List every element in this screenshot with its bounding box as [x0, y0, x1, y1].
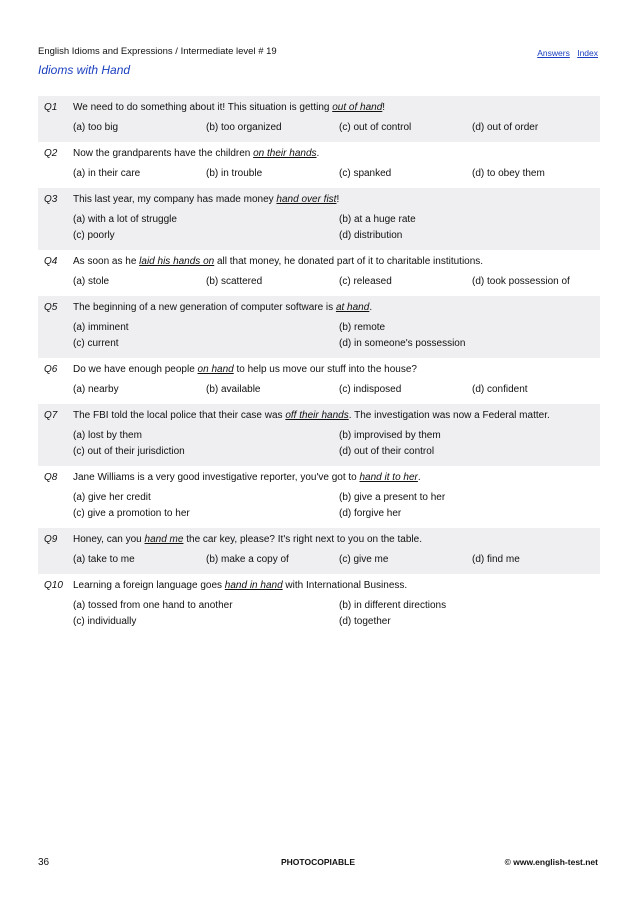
answer-option: (c) individually [73, 616, 137, 627]
answer-option: (b) at a huge rate [339, 214, 416, 225]
question-text-before: Do we have enough people [73, 364, 198, 375]
question-text-before: Jane Williams is a very good investigative reporter, you've got to [73, 472, 360, 483]
page-number: 36 [38, 857, 50, 868]
answer-option: (b) remote [339, 322, 386, 333]
question-text [73, 533, 600, 547]
answer-option: (d) in someone's possession [339, 338, 466, 349]
question-number: Q2 [44, 148, 58, 159]
question-number: Q4 [44, 256, 58, 267]
question-row [38, 301, 600, 315]
question-text-after: . [316, 148, 320, 159]
answer-options [73, 120, 600, 136]
answer-option: (c) out of control [339, 122, 412, 133]
page-header [38, 46, 458, 77]
idiom-phrase: hand me [144, 534, 184, 545]
question-text [73, 409, 600, 423]
question-number: Q7 [44, 410, 58, 421]
answer-option: (d) together [339, 616, 391, 627]
question-block [38, 188, 600, 250]
answer-option: (b) scattered [206, 276, 263, 287]
question-list [38, 96, 600, 636]
question-row [38, 533, 600, 547]
question-block [38, 250, 600, 296]
idiom-phrase: on their hands [253, 148, 317, 159]
answer-options [73, 212, 600, 244]
question-number: Q9 [44, 534, 58, 545]
question-text-before: Now the grandparents have the children [73, 148, 254, 159]
answer-options [73, 166, 600, 182]
question-text-before: As soon as he [73, 256, 140, 267]
question-number: Q6 [44, 364, 58, 375]
question-text [73, 363, 600, 377]
photocopiable-label: PHOTOCOPIABLE [281, 857, 355, 867]
question-text-after: ! [382, 102, 386, 113]
answer-option: (b) too organized [206, 122, 282, 133]
copyright: © www.english-test.net [504, 857, 598, 867]
series-title: English Idioms and Expressions / Intermediate level # 19 [38, 46, 277, 57]
answer-option: (a) stole [73, 276, 110, 287]
question-block [38, 296, 600, 358]
answer-option: (b) in different directions [339, 600, 447, 611]
question-block [38, 142, 600, 188]
question-row [38, 471, 600, 485]
question-row [38, 193, 600, 207]
question-text [73, 193, 600, 207]
answer-options [73, 552, 600, 568]
idiom-phrase: out of hand [332, 102, 383, 113]
answer-option: (a) take to me [73, 554, 135, 565]
answer-option: (d) to obey them [472, 168, 545, 179]
answer-option: (a) too big [73, 122, 119, 133]
answer-options [73, 428, 600, 460]
question-text [73, 255, 600, 269]
question-text-after: with International Business. [282, 580, 408, 591]
answer-options [73, 320, 600, 352]
answer-option: (c) current [73, 338, 119, 349]
question-text [73, 579, 600, 593]
question-text-before: Honey, can you [73, 534, 145, 545]
answer-option: (d) took possession of [472, 276, 570, 287]
answer-option: (a) in their care [73, 168, 141, 179]
question-text-after: the car key, please? It's right next to you on the table. [183, 534, 422, 545]
question-row [38, 147, 600, 161]
answer-option: (d) confident [472, 384, 528, 395]
question-row [38, 579, 600, 593]
idiom-phrase: laid his hands on [139, 256, 215, 267]
question-text-after: to help us move our stuff into the house? [233, 364, 417, 375]
answer-option: (b) improvised by them [339, 430, 441, 441]
index-link[interactable]: Index [577, 48, 598, 58]
question-number: Q5 [44, 302, 58, 313]
question-text [73, 471, 600, 485]
idiom-phrase: on hand [197, 364, 234, 375]
question-row [38, 363, 600, 377]
idiom-phrase: at hand [335, 302, 370, 313]
idiom-phrase: hand over fist [276, 194, 337, 205]
question-text-before: This last year, my company has made money [73, 194, 277, 205]
answer-options [73, 274, 600, 290]
question-number: Q3 [44, 194, 58, 205]
question-text [73, 301, 600, 315]
question-block [38, 358, 600, 404]
question-text-before: We need to do something about it! This situation is getting [73, 102, 333, 113]
question-row [38, 101, 600, 115]
answer-option: (d) distribution [339, 230, 403, 241]
answer-options [73, 490, 600, 522]
header-links [532, 48, 598, 58]
answer-option: (c) give me [339, 554, 389, 565]
question-text-before: The FBI told the local police that their case was [73, 410, 286, 421]
answer-options [73, 598, 600, 630]
answer-option: (c) spanked [339, 168, 392, 179]
question-block [38, 574, 600, 636]
answer-option: (a) imminent [73, 322, 129, 333]
question-text-before: The beginning of a new generation of computer software is [73, 302, 336, 313]
answer-option: (c) out of their jurisdiction [73, 446, 185, 457]
question-block [38, 528, 600, 574]
idiom-phrase: off their hands [285, 410, 349, 421]
answer-option: (a) nearby [73, 384, 119, 395]
answer-option: (c) give a promotion to her [73, 508, 190, 519]
answer-option: (d) forgive her [339, 508, 402, 519]
answer-option: (c) poorly [73, 230, 115, 241]
question-number: Q10 [44, 580, 63, 591]
answer-option: (d) find me [472, 554, 520, 565]
idiom-phrase: hand it to her [359, 472, 418, 483]
answer-option: (b) make a copy of [206, 554, 289, 565]
question-number: Q1 [44, 102, 58, 113]
answer-option: (d) out of their control [339, 446, 435, 457]
question-text-after: all that money, he donated part of it to charitable institutions. [214, 256, 484, 267]
question-text-after: ! [336, 194, 340, 205]
question-text-after: . The investigation was now a Federal matter. [348, 410, 550, 421]
idiom-phrase: hand in hand [224, 580, 283, 591]
question-text-after: . [369, 302, 373, 313]
answer-option: (a) tossed from one hand to another [73, 600, 233, 611]
answer-option: (a) give her credit [73, 492, 151, 503]
answer-option: (b) available [206, 384, 261, 395]
question-text-before: Learning a foreign language goes [73, 580, 225, 591]
question-text [73, 147, 600, 161]
answer-option: (c) released [339, 276, 392, 287]
question-number: Q8 [44, 472, 58, 483]
question-block [38, 466, 600, 528]
answer-option: (a) with a lot of struggle [73, 214, 177, 225]
answer-option: (b) give a present to her [339, 492, 446, 503]
answer-option: (b) in trouble [206, 168, 263, 179]
topic-title: Idioms with Hand [38, 63, 131, 77]
question-block [38, 404, 600, 466]
answer-options [73, 382, 600, 398]
question-text-after: . [417, 472, 421, 483]
question-row [38, 409, 600, 423]
question-row [38, 255, 600, 269]
question-block [38, 96, 600, 142]
answer-option: (c) indisposed [339, 384, 402, 395]
question-text [73, 101, 600, 115]
answer-option: (d) out of order [472, 122, 539, 133]
answer-option: (a) lost by them [73, 430, 142, 441]
answers-link[interactable]: Answers [537, 48, 570, 58]
